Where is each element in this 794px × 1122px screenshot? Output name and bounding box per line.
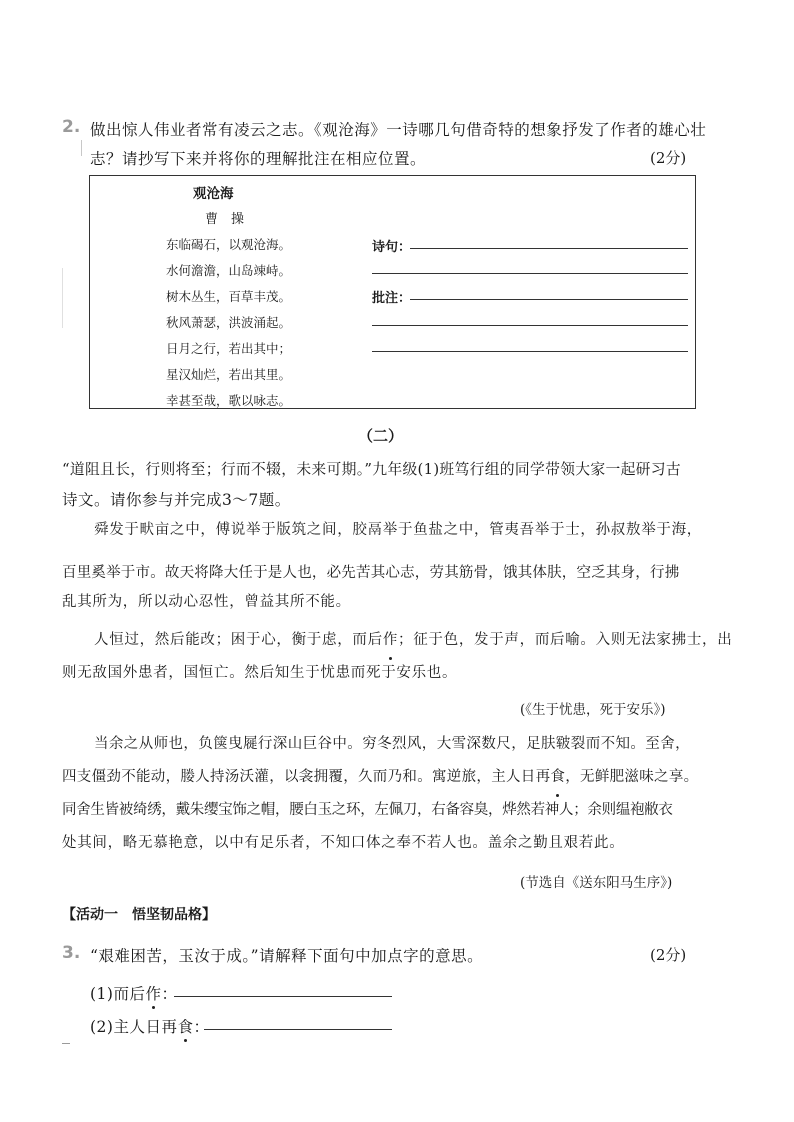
note-label: 批注： (372, 291, 412, 306)
passage-line: 处其间，略无慕艳意，以中有足乐者，不知口体之奉不若人也。盖余之勤且艰若此。 (62, 835, 625, 851)
passage-line: 舜发于畎亩之中，傅说举于版筑之间，胶鬲举于鱼盐之中，管夷吾举于士，孙叔敖举于海， (94, 522, 702, 538)
section-intro: 诗文。请你参与并完成3～7题。 (62, 491, 291, 509)
passage-text: 人恒过，然后能改；困于心，衡于虑，而后 (94, 632, 383, 648)
sub-question (90, 1015, 210, 1037)
margin-mark (81, 140, 82, 156)
activity-title: 【活动一 悟坚韧品格】 (62, 907, 216, 923)
score: (2分) (650, 946, 687, 964)
section-intro: “道阻且长，行则将至；行而不辍，未来可期。”九年级(1)班笃行组的同学带领大家一起研习古 (62, 461, 681, 478)
question-number: 2. (62, 117, 81, 137)
passage-source: (《生于忧患，死于安乐》) (520, 702, 666, 718)
sub-question-text: ： (161, 985, 178, 1003)
score: (2分) (650, 149, 687, 167)
passage-line (94, 626, 732, 655)
passage-line: 同舍生皆被绮绣，戴朱缨宝饰之帽，腰白玉之环，左佩刀，右备容臭，烨然若神人；余则缊袍敝衣 (62, 802, 673, 818)
question-number: 3. (62, 943, 81, 963)
passage-line: 乱其所为，所以动心忍性，曾益其所不能。 (62, 594, 351, 610)
passage-text: 四支僵劲不能动，媵人持汤沃灌，以衾拥覆，久而乃和。寓逆旅，主人日再 (62, 769, 551, 785)
passage-text: ；征于色，发于声，而后喻。入则无法家拂士，出 (398, 632, 733, 648)
poem-title: 观沧海 (193, 186, 234, 202)
answer-line[interactable] (174, 996, 392, 997)
passage-source: (节选自《送东阳马生序》) (520, 875, 673, 891)
poem-line: 秋风萧瑟，洪波涌起。 (166, 315, 292, 330)
passage-line: 当余之从师也，负箧曳屣行深山巨谷中。穷冬烈风，大雪深数尺，足肤皲裂而不知。至舍， (94, 736, 690, 752)
passage-line: 则无敌国外患者，国恒亡。然后知生于忧患而死于安乐也。 (62, 665, 458, 681)
poem-line: 星汉灿烂，若出其里。 (166, 367, 292, 382)
sub-question-text: (2)主人日再 (90, 1018, 178, 1036)
note-answer-line[interactable] (410, 299, 688, 300)
question-text: 做出惊人伟业者常有凌云之志。《观沧海》一诗哪几句借奇特的想象抒发了作者的雄心壮 (90, 121, 707, 139)
poem-line: 东临碣石，以观沧海。 (166, 237, 292, 252)
question-text: “艰难困苦，玉汝于成。”请解释下面句中加点字的意思。 (90, 947, 484, 965)
dotted-char: 作 (383, 626, 398, 655)
answer-line[interactable] (204, 1029, 392, 1030)
passage-line: 百里奚举于市。故天将降大任于是人也，必先苦其心志，劳其筋骨，饿其体肤，空乏其身，行拂 (62, 565, 680, 581)
section-title: （二） (358, 427, 404, 445)
note-answer-line[interactable] (372, 351, 688, 352)
note-answer-line[interactable] (372, 325, 688, 326)
poem-line: 幸甚至哉，歌以咏志。 (166, 393, 292, 408)
poem-line: 树木丛生，百草丰茂。 (166, 289, 292, 304)
verse-answer-line[interactable] (372, 273, 688, 274)
dotted-char: 食 (177, 1015, 193, 1037)
verse-answer-line[interactable] (410, 248, 688, 249)
dotted-char: 作 (145, 982, 161, 1004)
verse-label: 诗句： (372, 240, 412, 255)
passage-line (62, 763, 698, 792)
sub-question-text: (1)而后 (90, 985, 146, 1003)
dotted-char: 食 (550, 763, 565, 792)
margin-mark (62, 1043, 70, 1044)
sub-question-text: ： (193, 1018, 210, 1036)
poem-author: 曹 操 (205, 212, 245, 227)
poem-line: 日月之行，若出其中； (166, 341, 292, 356)
sub-question (90, 982, 178, 1004)
question-text: 志？请抄写下来并将你的理解批注在相应位置。 (90, 150, 427, 168)
poem-line: 水何澹澹，山岛竦峙。 (166, 263, 292, 278)
passage-text: ，无鲜肥滋味之享。 (565, 769, 699, 785)
margin-mark (62, 268, 63, 328)
